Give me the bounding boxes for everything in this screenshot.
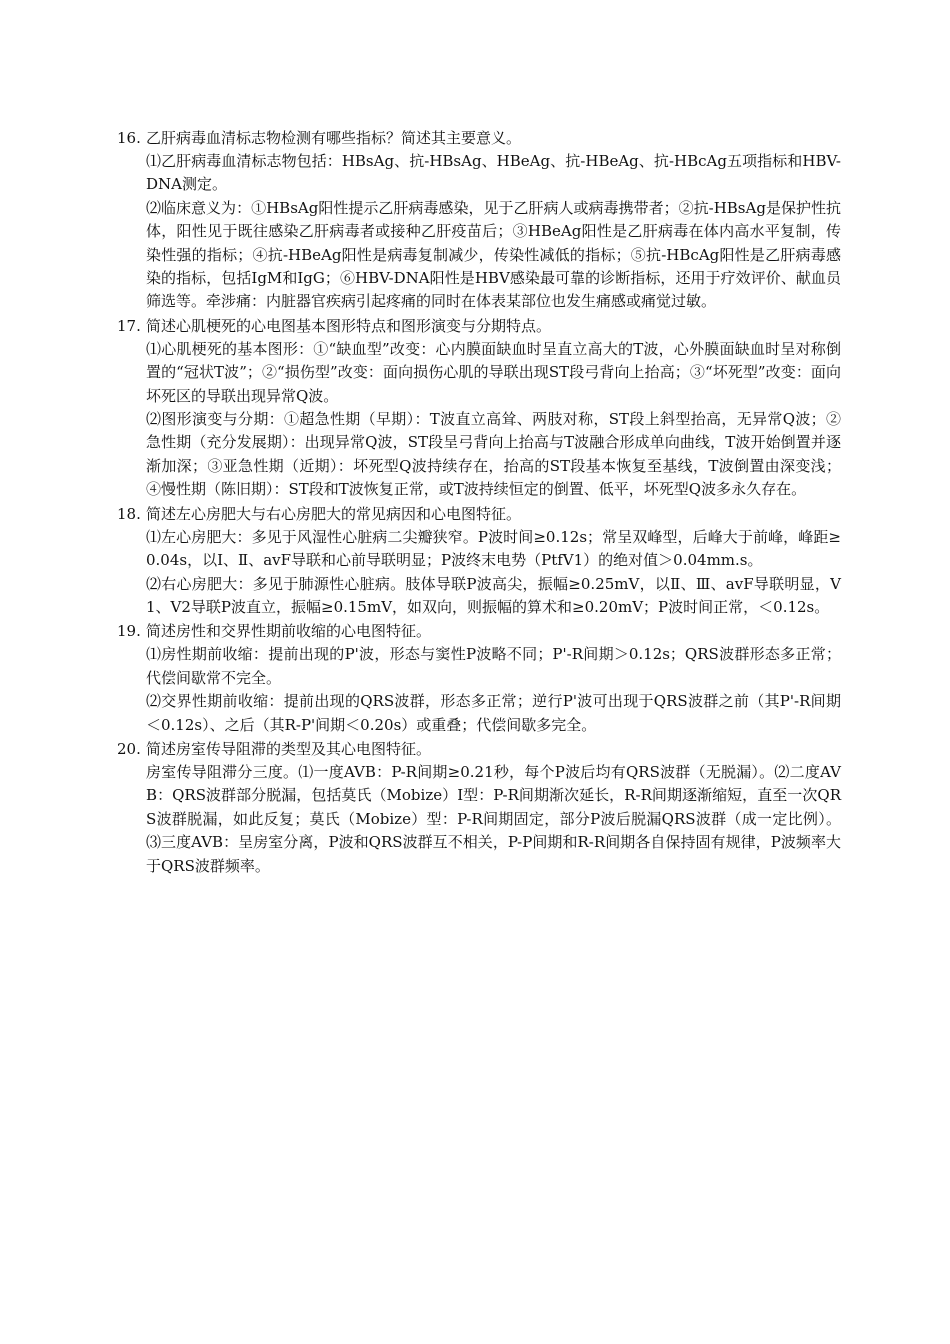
answer-paragraph: ⑵右心房肥大：多见于肺源性心脏病。肢体导联P波高尖，振幅≥0.25mV，以Ⅱ、Ⅲ、avF导联明显，V1、V2导联P波直立，振幅≥0.15mV，如双向，则振幅的算术和≥0.20mV；P波时间正常，＜0.12s。 <box>146 574 841 616</box>
answer-paragraph: 房室传导阻滞分三度。⑴一度AVB：P-R间期≥0.21秒，每个P波后均有QRS波群（无脱漏）。⑵二度AVB：QRS波群部分脱漏，包括莫氏（Mobize）Ⅰ型：P-R间期渐次延长，R-R间期逐渐缩短，直至一次QRS波群脱漏，如此反复；莫氏（Mobize）型：P-R间期固定，部分P波后脱漏QRS波群（成一定比例）。⑶三度AVB：呈房室分离，P波和QRS波群互不相关，P-P间期和R-R间期各自保持固有规律，P波频率大于QRS波群频率。 <box>146 762 841 875</box>
answer-paragraph: ⑵临床意义为：①HBsAg阳性提示乙肝病毒感染，见于乙肝病人或病毒携带者；②抗-HBsAg是保护性抗体，阳性见于既往感染乙肝病毒者或接种乙肝疫苗后；③HBeAg阳性是乙肝病毒在体内高水平复制，传染性强的指标；④抗-HBeAg阳性是病毒复制减少，传染性减低的指标；⑤抗-HBcAg阳性是乙肝病毒感染的指标，包括IgM和IgG；⑥HBV-DNA阳性是HBV感染最可靠的诊断指标，还用于疗效评价、献血员筛选等。牵涉痛：内脏器官疾病引起疼痛的同时在体表某部位也发生痛感或痛觉过敏。 <box>146 198 841 311</box>
question-18 <box>117 502 841 620</box>
question-text: 简述左心房肥大与右心房肥大的常见病因和心电图特征。 <box>146 504 522 523</box>
question-title <box>117 126 841 150</box>
question-number: 20. <box>117 739 141 758</box>
question-title <box>117 314 841 338</box>
question-17 <box>117 314 841 502</box>
answer-paragraph: ⑵交界性期前收缩：提前出现的QRS波群，形态多正常；逆行P'波可出现于QRS波群之前（其P'-R间期＜0.12s）、之后（其R-P'间期＜0.20s）或重叠；代偿间歇多完全。 <box>146 692 841 734</box>
answer-paragraph: ⑴乙肝病毒血清标志物包括：HBsAg、抗-HBsAg、HBeAg、抗-HBeAg、抗-HBcAg五项指标和HBV-DNA测定。 <box>146 152 841 194</box>
question-title <box>117 737 841 761</box>
question-title <box>117 619 841 643</box>
question-text: 简述心肌梗死的心电图基本图形特点和图形演变与分期特点。 <box>146 316 552 335</box>
question-20 <box>117 737 841 878</box>
question-16 <box>117 126 841 314</box>
answer-paragraph: ⑴房性期前收缩：提前出现的P'波，形态与窦性P波略不同；P'-R间期＞0.12s；QRS波群形态多正常；代偿间歇常不完全。 <box>146 645 841 687</box>
question-text: 乙肝病毒血清标志物检测有哪些指标？简述其主要意义。 <box>146 129 522 147</box>
question-title <box>117 502 841 526</box>
question-text: 简述房室传导阻滞的类型及其心电图特征。 <box>146 739 432 758</box>
document-body <box>117 126 841 878</box>
question-19 <box>117 619 841 737</box>
answer-paragraph: ⑵图形演变与分期：①超急性期（早期）：T波直立高耸、两肢对称，ST段上斜型抬高，无异常Q波；②急性期（充分发展期）：出现异常Q波，ST段呈弓背向上抬高与T波融合形成单向曲线，T波开始倒置并逐渐加深；③亚急性期（近期）：坏死型Q波持续存在，抬高的ST段基本恢复至基线，T波倒置由深变浅；④慢性期（陈旧期）：ST段和T波恢复正常，或T波持续恒定的倒置、低平，坏死型Q波多永久存在。 <box>146 410 841 499</box>
question-text: 简述房性和交界性期前收缩的心电图特征。 <box>146 622 432 641</box>
question-number: 17. <box>117 316 141 335</box>
answer-paragraph: ⑴左心房肥大：多见于风湿性心脏病二尖瓣狭窄。P波时间≥0.12s；常呈双峰型，后峰大于前峰，峰距≥0.04s，以Ⅰ、Ⅱ、avF导联和心前导联明显；P波终末电势（PtfV1）的绝对值＞0.04mm.s。 <box>146 527 841 570</box>
question-number: 18. <box>117 504 141 523</box>
question-number: 16. <box>117 129 141 147</box>
answer-paragraph: ⑴心肌梗死的基本图形：①“缺血型”改变：心内膜面缺血时呈直立高大的T波，心外膜面缺血时呈对称倒置的“冠状T波”；②“损伤型”改变：面向损伤心肌的导联出现ST段弓背向上抬高；③“坏死型”改变：面向坏死区的导联出现异常Q波。 <box>146 339 841 405</box>
question-number: 19. <box>117 622 141 641</box>
